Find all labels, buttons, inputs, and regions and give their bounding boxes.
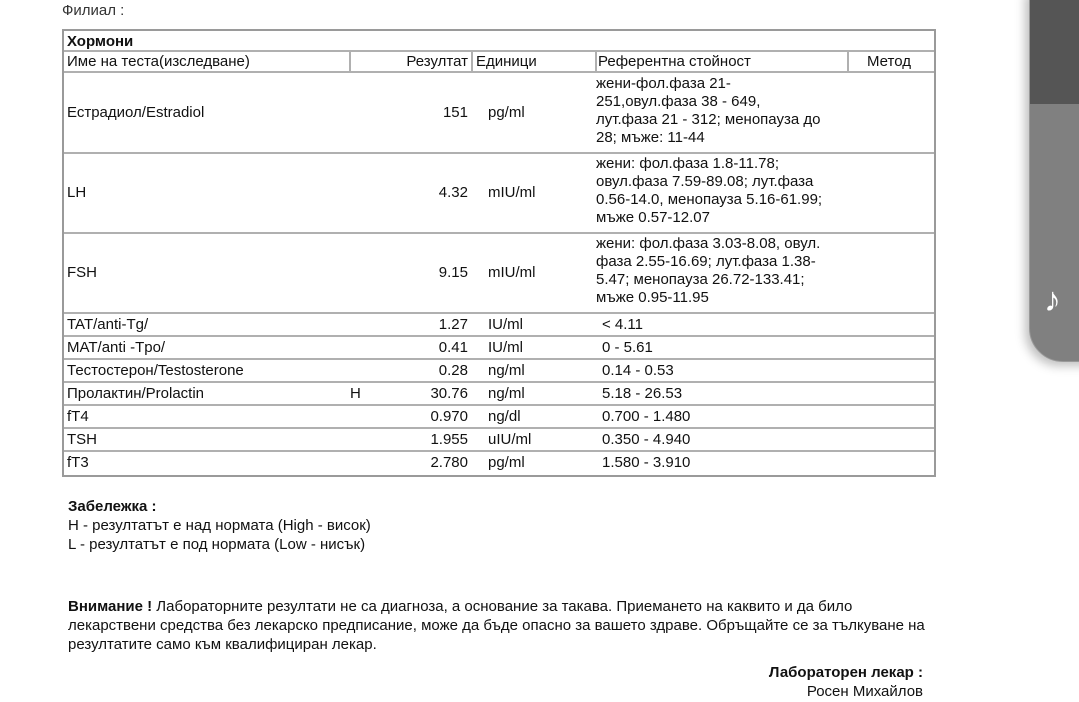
- doctor-signature: [769, 663, 923, 701]
- notes-title: Забележка :: [68, 498, 157, 515]
- panel-header: [1030, 0, 1079, 104]
- result-value: 0.41: [438, 338, 468, 356]
- branch-label: Филиал :: [62, 2, 125, 19]
- reference-range: 0 - 5.61: [602, 338, 653, 356]
- test-name: Естрадиол/Estradiol: [67, 104, 205, 121]
- result-flag: H: [350, 384, 361, 402]
- result-units: mIU/ml: [488, 184, 536, 201]
- result-units: mIU/ml: [488, 264, 536, 281]
- reference-range: жени: фол.фаза 1.8-11.78; овул.фаза 7.59-89.08; лут.фаза 0.56-14.0, менопауза 5.16-61.99; мъже 0.57-12.07: [596, 155, 823, 226]
- table-row: [64, 359, 934, 382]
- result-units: uIU/ml: [488, 430, 532, 448]
- warning-text: Лабораторните резултати не са диагноза, а основание за такава. Приемането на каквито и да било лекарствени средства без лекарско предписание, може да бъде опасно за вашето здраве. Обръщайте се за тълкуване на резултатите само към квалифициран лекар.: [68, 598, 925, 653]
- test-name: TSH: [67, 430, 97, 448]
- header-reference: Референтна стойност: [598, 53, 751, 70]
- table-row: [64, 405, 934, 428]
- reference-range: 0.350 - 4.940: [602, 430, 691, 448]
- test-name: Тестостерон/Testosterone: [67, 361, 244, 379]
- result-value: 1.955: [430, 430, 468, 448]
- test-name: fT4: [67, 407, 89, 425]
- result-value: 30.76: [430, 384, 468, 402]
- reference-range: жени: фол.фаза 3.03-8.08, овул. фаза 2.55-16.69; лут.фаза 1.38- 5.47; менопауза 26.72-133.41; мъже 0.95-11.95: [596, 235, 821, 306]
- warning: [68, 597, 928, 654]
- table-row: [64, 428, 934, 451]
- reference-range: 5.18 - 26.53: [602, 384, 683, 402]
- test-name: MAT/anti -Tpo/: [67, 338, 166, 356]
- result-units: ng/ml: [488, 384, 525, 402]
- reference-range: 1.580 - 3.910: [602, 453, 691, 471]
- hormones-table: [62, 29, 936, 477]
- header-result: Резултат: [406, 53, 468, 70]
- reference-range: 0.700 - 1.480: [602, 407, 691, 425]
- result-value: 151: [442, 104, 468, 121]
- result-units: pg/ml: [488, 453, 525, 471]
- floating-media-panel[interactable]: [1029, 0, 1079, 362]
- result-units: ng/dl: [488, 407, 521, 425]
- result-units: IU/ml: [488, 338, 523, 356]
- note-low: L - резултатът е под нормата (Low - нисък): [68, 536, 366, 553]
- notes: [68, 497, 371, 554]
- result-value: 4.32: [438, 184, 468, 201]
- note-high: H - резултатът е над нормата (High - висок): [68, 517, 371, 534]
- doctor-label: Лабораторен лекар :: [768, 664, 923, 681]
- test-name: FSH: [67, 264, 97, 281]
- table-row: [64, 153, 934, 233]
- reference-range: 0.14 - 0.53: [602, 361, 674, 379]
- header-units: Единици: [476, 53, 537, 70]
- table-row: [64, 313, 934, 336]
- header-method: Метод: [867, 53, 911, 70]
- result-units: IU/ml: [488, 315, 523, 333]
- table-row: [64, 451, 934, 474]
- test-name: Пролактин/Prolactin: [67, 384, 205, 402]
- table-row: [64, 233, 934, 313]
- result-value: 9.15: [438, 264, 468, 281]
- result-value: 0.28: [438, 361, 468, 379]
- test-name: LH: [67, 184, 87, 201]
- reference-range: < 4.11: [602, 315, 644, 333]
- test-name: TAT/anti-Tg/: [67, 315, 149, 333]
- warning-label: Внимание !: [68, 598, 153, 615]
- test-name: fT3: [67, 453, 89, 471]
- result-units: pg/ml: [488, 104, 525, 121]
- result-value: 0.970: [430, 407, 468, 425]
- music-note-icon[interactable]: ♪: [1044, 281, 1061, 319]
- table-title: Хормони: [67, 33, 134, 50]
- table-row: [64, 382, 934, 405]
- result-value: 2.780: [430, 453, 468, 471]
- result-value: 1.27: [438, 315, 468, 333]
- header-name: Име на теста(изследване): [67, 53, 250, 70]
- table-row: [64, 336, 934, 359]
- reference-range: жени-фол.фаза 21- 251,овул.фаза 38 - 649, лут.фаза 21 - 312; менопауза до 28; мъже: 11-44: [596, 75, 821, 146]
- doctor-name: Росен Михайлов: [806, 683, 923, 700]
- result-units: ng/ml: [488, 361, 525, 379]
- table-row: [64, 73, 934, 153]
